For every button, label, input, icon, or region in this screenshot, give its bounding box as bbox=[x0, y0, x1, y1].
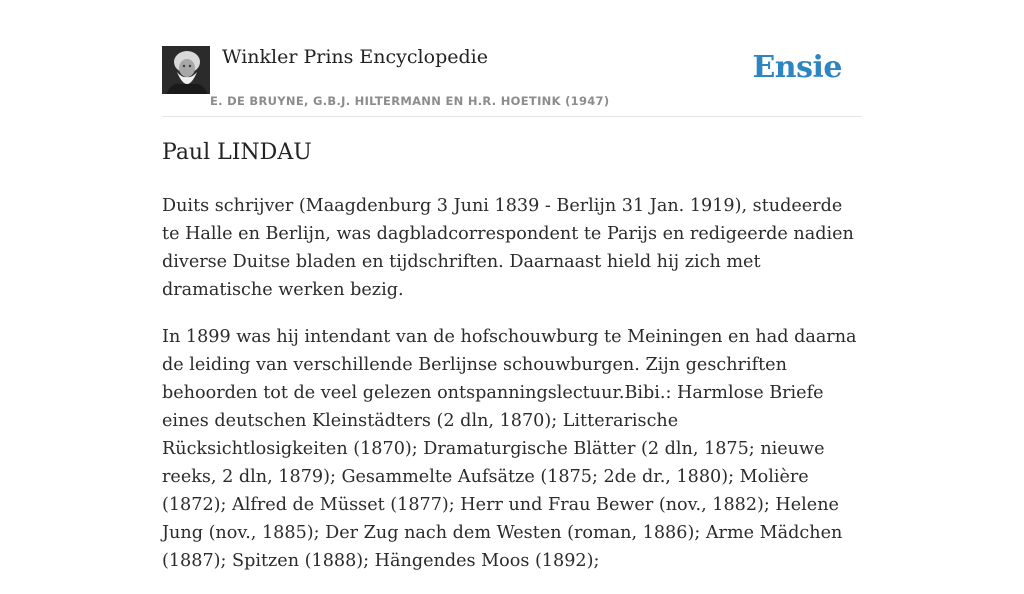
article-paragraph: Duits schrijver (Maagdenburg 3 Juni 1839 - Berlijn 31 Jan. 1919), studeerde te Halle en Berlijn, was dagbladcorrespondent te Parijs en redigeerde nadien diverse Duitse bladen en tijdschriften. Daarnaast hield hij zich met dramatische werken bezig. bbox=[162, 196, 854, 300]
source-header bbox=[162, 46, 862, 117]
brand-logo[interactable]: Ensie bbox=[752, 50, 842, 85]
source-authors: E. DE BRUYNE, G.B.J. HILTERMANN EN H.R. HOETINK (1947) bbox=[210, 94, 610, 108]
article-body bbox=[162, 192, 862, 594]
article-title: Paul LINDAU bbox=[162, 140, 312, 165]
article-paragraph: In 1899 was hij intendant van de hofschouwburg te Meiningen en had daarna de leiding van verschillende Berlijnse schouwburgen. Zijn geschriften behoorden tot de veel gelezen ontspanningslectuur.Bibi.: Harmlose Briefe eines deutschen Kleinstädters (2 dln, 1870); Litterarische Rücksichtlosigkeiten (1870); Dramaturgische Blätter (2 dln, 1875; nieuwe reeks, 2 dln, 1879); Gesammelte Aufsätze (1875; 2de dr., 1880); Molière (1872); Alfred de Müsset (1877); Herr und Frau Bewer (nov., 1882); Helene Jung (nov., 1885); Der Zug nach dem Westen (roman, 1886); Arme Mädchen (1887); Spitzen (1888); Hängendes Moos (1892); bbox=[162, 327, 857, 571]
portrait-icon[interactable] bbox=[162, 46, 210, 94]
source-title[interactable]: Winkler Prins Encyclopedie bbox=[222, 46, 488, 68]
